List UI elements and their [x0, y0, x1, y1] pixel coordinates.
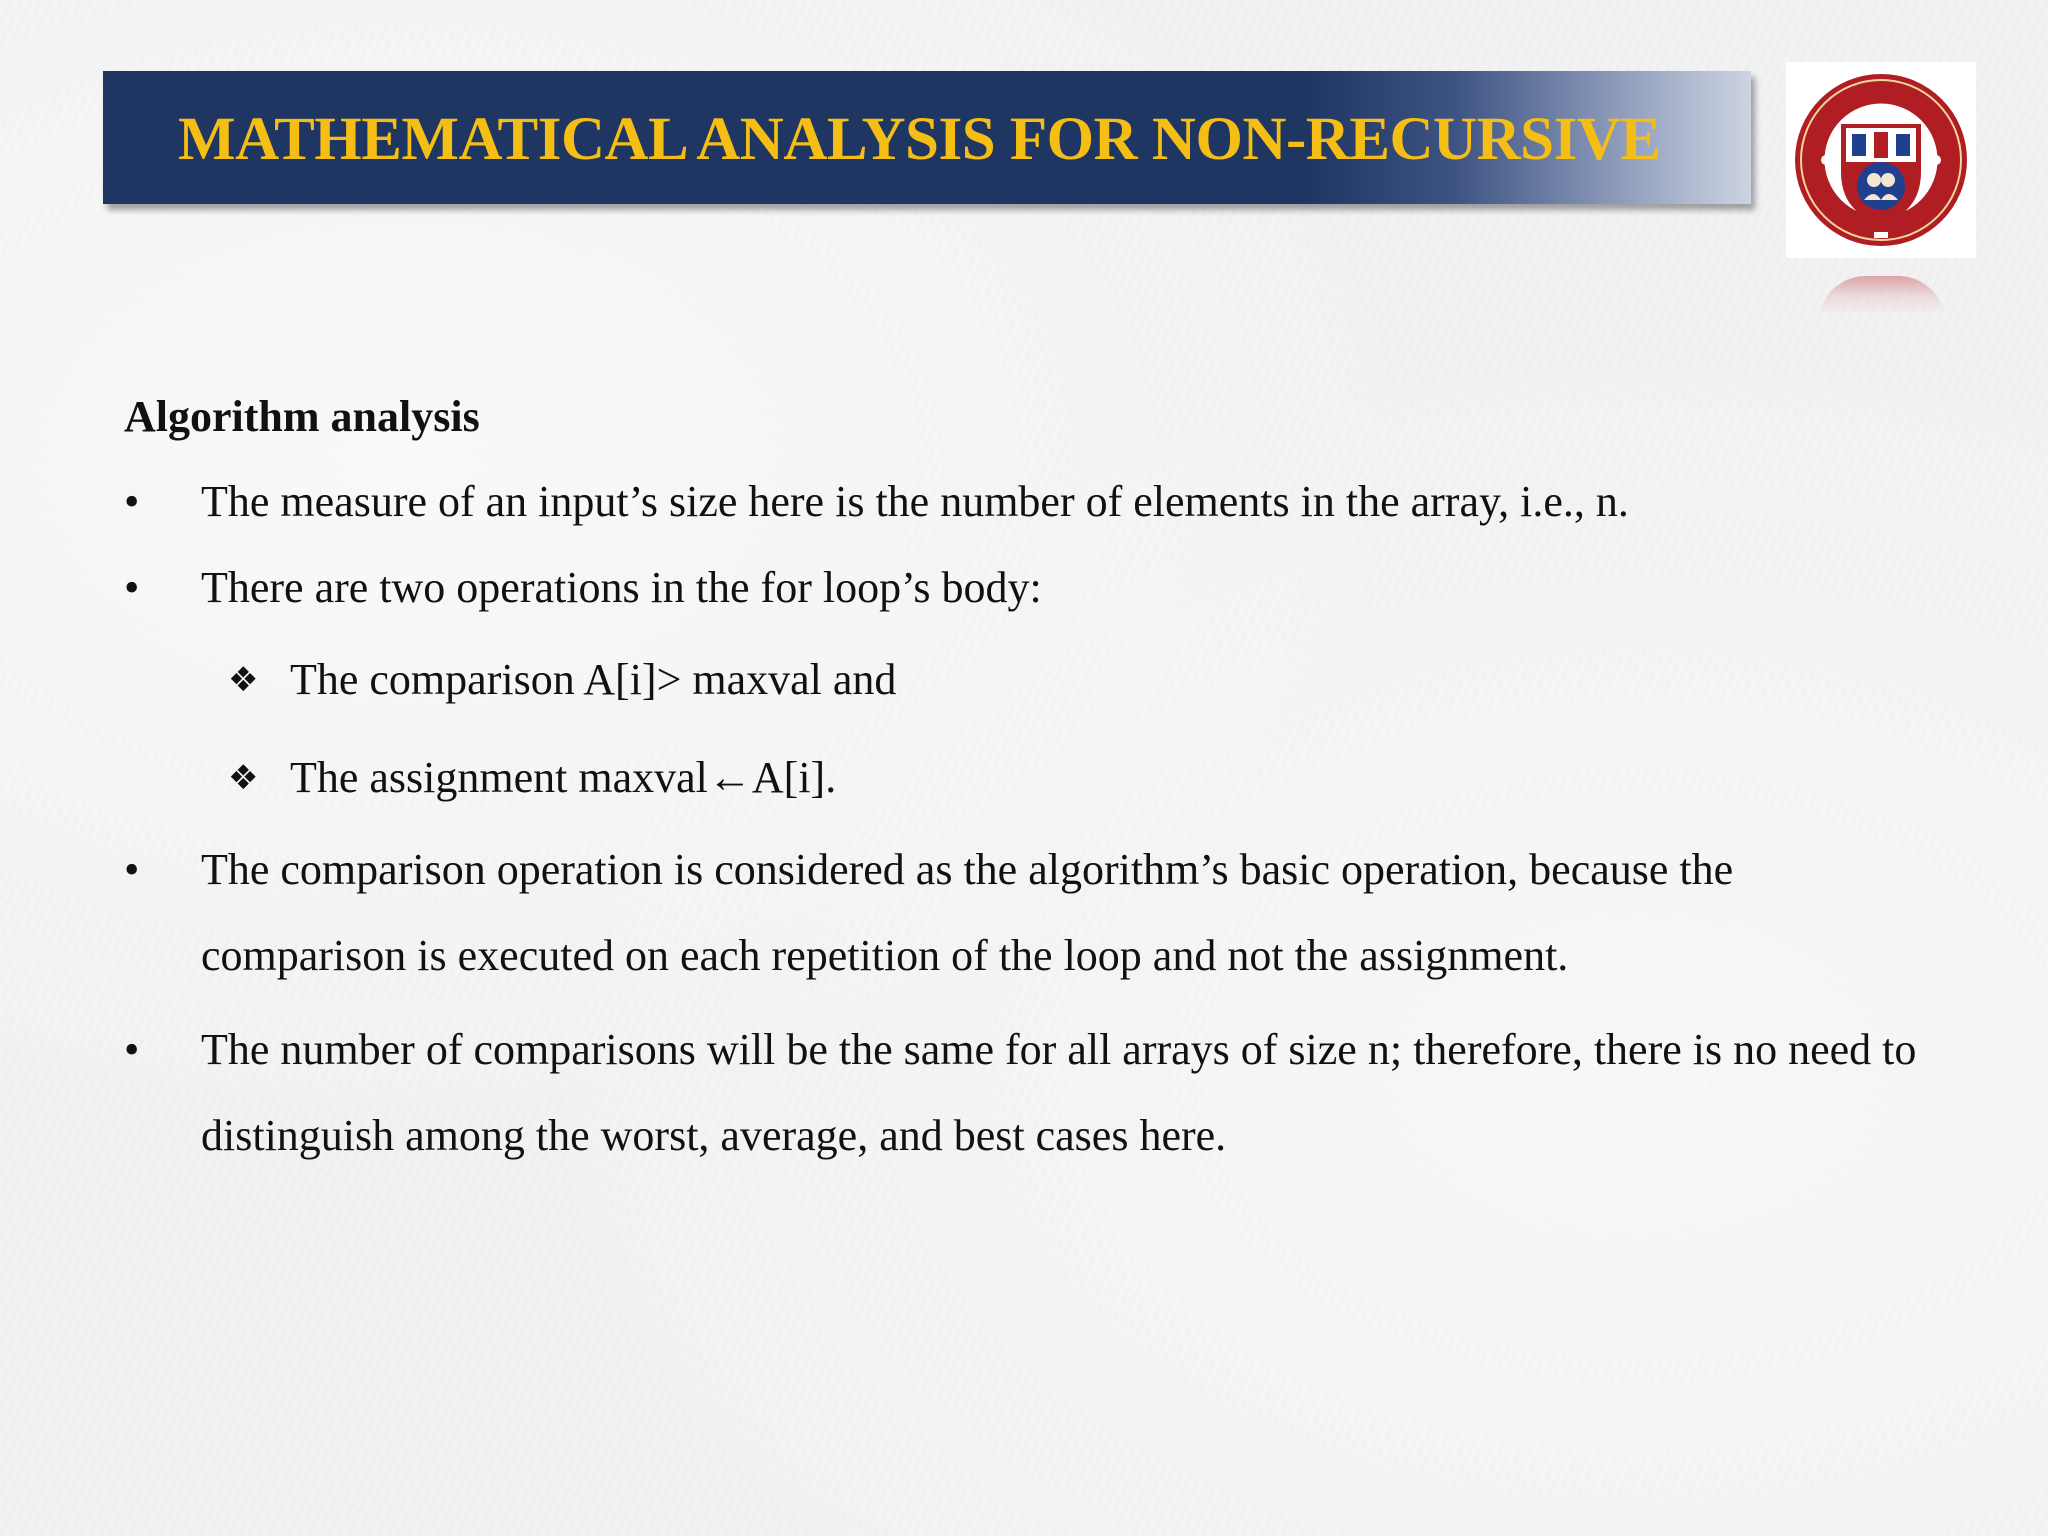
- logo-reflection: [1818, 276, 1946, 324]
- bullet-list-continued: [124, 827, 1944, 1179]
- sub-bullet-text: The comparison A[i]> maxval and: [290, 655, 897, 704]
- slide-content: [124, 385, 1944, 1179]
- title-bar: [103, 71, 1751, 204]
- diamond-bullet-icon: ❖: [228, 660, 259, 700]
- bullet-text: There are two operations in the for loop’s body:: [201, 563, 1042, 612]
- section-heading: Algorithm analysis: [124, 392, 480, 441]
- bullet-item-input-size: [124, 459, 1944, 545]
- sub-bullet-item-assignment: [124, 729, 1944, 827]
- bullet-dot-icon: •: [124, 563, 140, 612]
- sub-bullet-text: The assignment maxval←A[i].: [290, 753, 837, 802]
- bullet-dot-icon: •: [124, 1025, 140, 1074]
- slide-title: MATHEMATICAL ANALYSIS FOR NON-RECURSIVE: [178, 106, 1661, 173]
- bullet-text: The measure of an input’s size here is the number of elements in the array, i.e., n.: [201, 477, 1629, 526]
- bullet-item-basic-operation: [124, 827, 1944, 999]
- bullet-text: The number of comparisons will be the same for all arrays of size n; therefore, there is no need to distinguish among the worst, average, and best cases here.: [201, 1025, 1917, 1160]
- bullet-item-comparisons-count: [124, 999, 1944, 1179]
- bullet-dot-icon: •: [124, 477, 140, 526]
- bullet-item-loop-operations: [124, 545, 1944, 631]
- sub-bullet-list: [124, 631, 1944, 827]
- bullet-dot-icon: •: [124, 845, 140, 894]
- bullet-list: [124, 459, 1944, 631]
- diamond-bullet-icon: ❖: [228, 758, 259, 798]
- sub-bullet-item-comparison: [124, 631, 1944, 729]
- institute-logo: [1786, 62, 1976, 258]
- institute-seal-icon: [1786, 62, 1976, 258]
- bullet-text: The comparison operation is considered as the algorithm’s basic operation, because the comparison is executed on each repetition of the loop and not the assignment.: [201, 845, 1734, 980]
